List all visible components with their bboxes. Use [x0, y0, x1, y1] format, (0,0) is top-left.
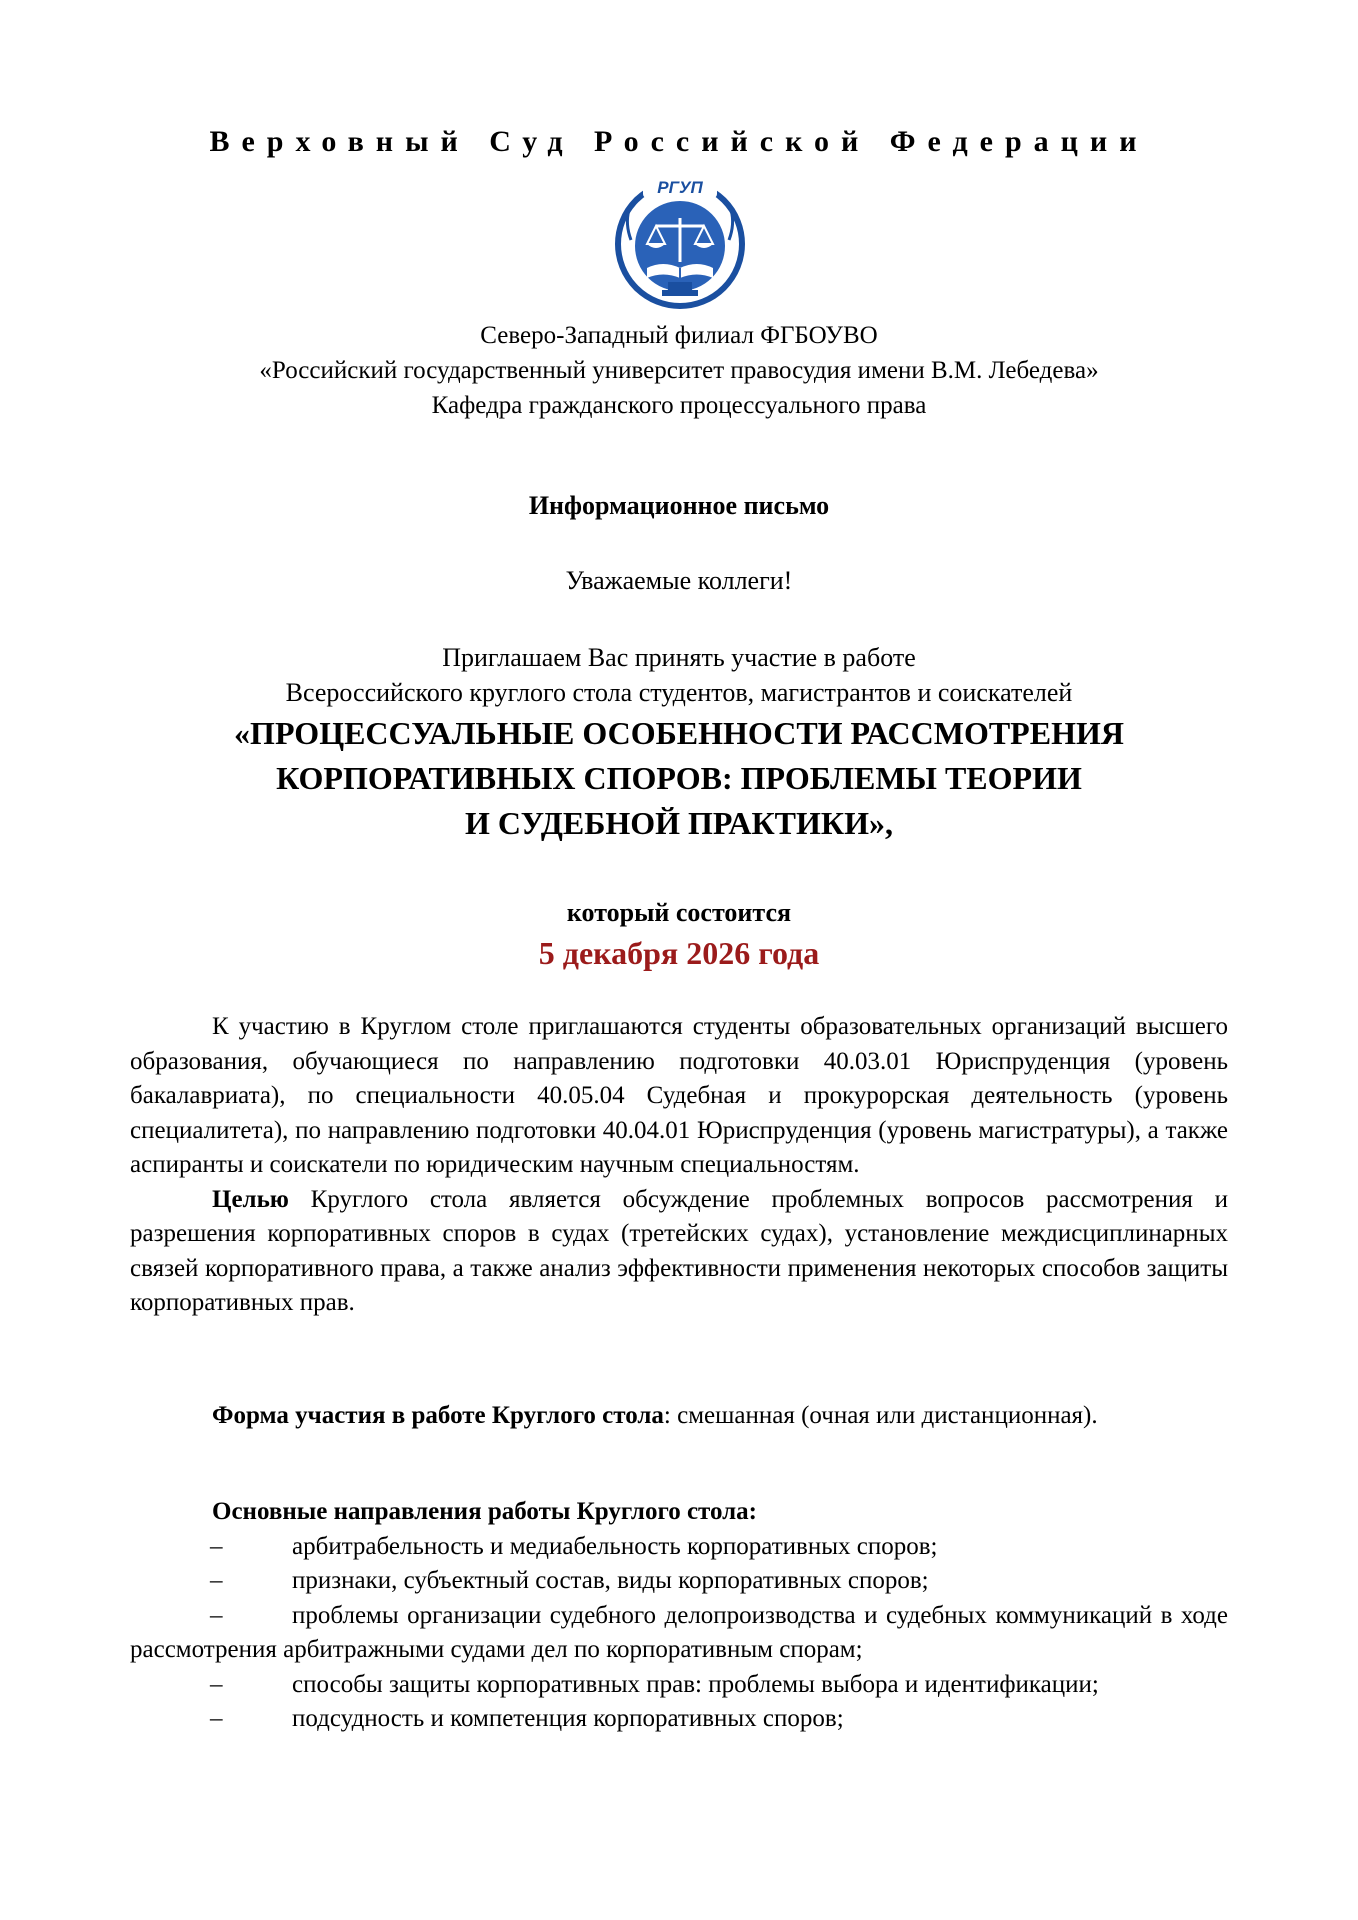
- dash-marker: –: [210, 1670, 223, 1698]
- direction-item: [130, 1564, 1228, 1599]
- university-logo: [607, 170, 753, 312]
- conference-title-line-3: И СУДЕБНОЙ ПРАКТИКИ»,: [465, 805, 893, 841]
- greeting: Уважаемые коллеги!: [565, 566, 793, 595]
- conference-title: [0, 711, 1358, 846]
- affiliation-line-1: Северо-Западный филиал ФГБОУВО: [480, 322, 878, 349]
- event-date: 5 декабря 2026 года: [538, 935, 820, 971]
- participants-section: [130, 1010, 1228, 1321]
- participation-form-section: [130, 1399, 1228, 1434]
- letter-title: Информационное письмо: [528, 491, 830, 520]
- direction-text: проблемы организации судебного делопроизводства и судебных коммуникаций в ходе рассмотрения арбитражными судами дел по корпоративным спорам;: [130, 1601, 1228, 1663]
- goal-label: Целью: [212, 1185, 289, 1213]
- direction-text: арбитрабельность и медиабельность корпоративных споров;: [292, 1532, 938, 1560]
- conference-title-line-2: КОРПОРАТИВНЫХ СПОРОВ: ПРОБЛЕМЫ ТЕОРИИ: [276, 760, 1082, 796]
- direction-item: [130, 1599, 1228, 1668]
- affiliation-block: [0, 318, 1358, 423]
- participation-form-label: Форма участия в работе Круглого стола: [212, 1402, 664, 1429]
- direction-text: признаки, субъектный состав, виды корпоративных споров;: [292, 1567, 929, 1594]
- direction-item: [130, 1668, 1228, 1703]
- goal-paragraph: [130, 1183, 1228, 1321]
- dash-marker: –: [210, 1601, 223, 1629]
- goal-text: Круглого стола является обсуждение проблемных вопросов рассмотрения и разрешения корпоративных споров в судах (третейских судах), установление междисциплинарных связей корпоративного права, а также анализ эффективности применения некоторых способов защиты корпоративных прав.: [130, 1185, 1228, 1316]
- direction-text: подсудность и компетенция корпоративных споров;: [292, 1705, 844, 1732]
- invitation-line-2: Всероссийского круглого стола студентов, магистрантов и соискателей: [285, 678, 1073, 707]
- affiliation-line-2: «Российский государственный университет правосудия имени В.М. Лебедева»: [259, 357, 1099, 384]
- direction-item: [130, 1702, 1228, 1737]
- rgup-emblem-icon: [607, 170, 753, 312]
- affiliation-line-3: Кафедра гражданского процессуального права: [431, 392, 927, 419]
- takes-place-label: который состоится: [566, 898, 792, 927]
- participation-form-text: : смешанная (очная или дистанционная).: [663, 1402, 1098, 1429]
- participation-form-paragraph: [130, 1399, 1228, 1434]
- dash-marker: –: [210, 1567, 223, 1594]
- direction-text: способы защиты корпоративных прав: проблемы выбора и идентификации;: [292, 1670, 1099, 1698]
- invitation-block: [0, 640, 1358, 710]
- directions-heading: Основные направления работы Круглого стола:: [212, 1498, 758, 1525]
- dash-marker: –: [210, 1705, 223, 1732]
- dash-marker: –: [210, 1532, 223, 1560]
- court-name-heading: Верховный Суд Российской Федерации: [209, 125, 1149, 158]
- direction-item: [130, 1530, 1228, 1565]
- directions-section: [130, 1495, 1228, 1737]
- logo-abbreviation: РГУП: [657, 178, 703, 197]
- conference-title-line-1: «ПРОЦЕССУАЛЬНЫЕ ОСОБЕННОСТИ РАССМОТРЕНИЯ: [234, 715, 1124, 751]
- invitation-line-1: Приглашаем Вас принять участие в работе: [442, 643, 916, 672]
- participants-paragraph: К участию в Круглом столе приглашаются студенты образовательных организаций высшего образования, обучающиеся по направлению подготовки 40.03.01 Юриспруденция (уровень бакалавриата), по специальности 40.05.04 Судебная и прокурорская деятельность (уровень специалитета), по направлению подготовки 40.04.01 Юриспруденция (уровень магистратуры), а также аспиранты и соискатели по юридическим научным специальностям.: [130, 1013, 1228, 1178]
